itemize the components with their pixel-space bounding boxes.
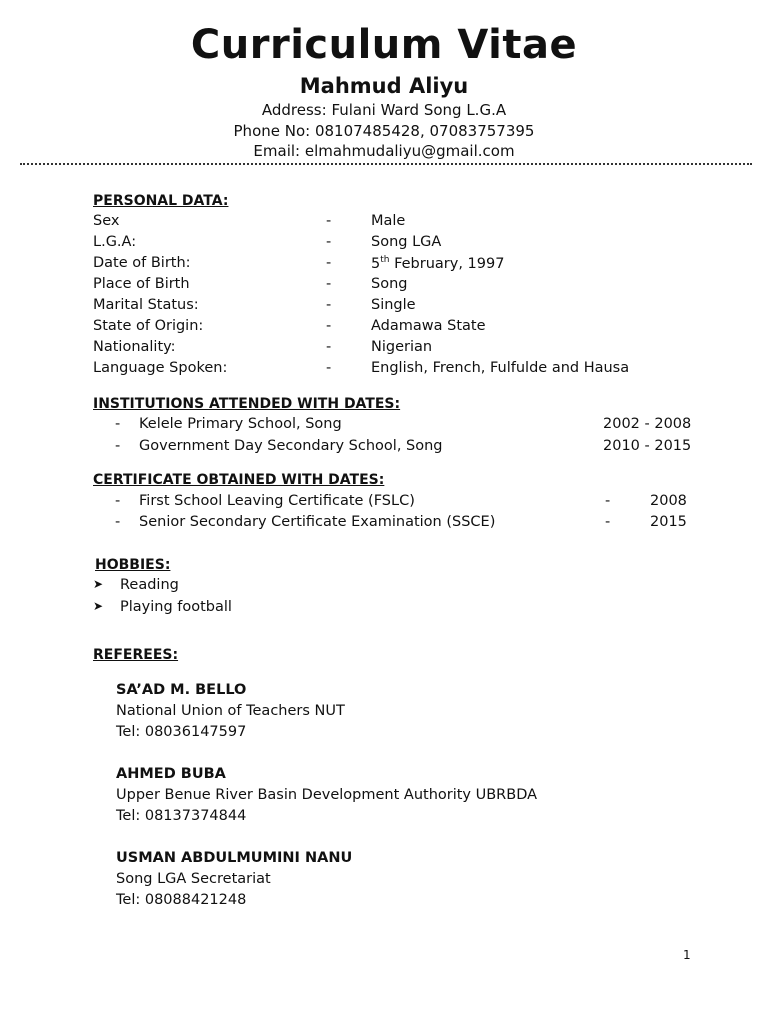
page-number: 1 xyxy=(683,948,691,962)
personal-label: Language Spoken: xyxy=(93,360,228,376)
personal-data-heading: PERSONAL DATA: xyxy=(93,193,229,209)
institution-dates: 2010 - 2015 xyxy=(603,438,692,454)
personal-label: Marital Status: xyxy=(93,297,199,313)
referee-organization: Upper Benue River Basin Development Authority UBRBDA xyxy=(116,787,538,803)
referee-name: SA’AD M. BELLO xyxy=(116,682,247,698)
email-line: Email: elmahmudaliyu@gmail.com xyxy=(253,142,515,160)
referee-organization: National Union of Teachers NUT xyxy=(116,703,345,719)
personal-row-date-of-birth xyxy=(93,255,713,276)
referee-entry xyxy=(116,682,345,745)
institutions-heading: INSTITUTIONS ATTENDED WITH DATES: xyxy=(93,396,401,412)
hobby-text: Playing football xyxy=(120,599,232,615)
separator-dash: - xyxy=(605,514,611,530)
personal-label: Place of Birth xyxy=(93,276,190,292)
applicant-name: Mahmud Aliyu xyxy=(299,74,469,98)
certificates-heading: CERTIFICATE OBTAINED WITH DATES: xyxy=(93,472,385,488)
separator-dash: - xyxy=(326,234,332,250)
bullet-dash: - xyxy=(115,438,121,454)
personal-value: Adamawa State xyxy=(371,318,486,334)
personal-label: State of Origin: xyxy=(93,318,204,334)
referees-heading: REFEREES: xyxy=(93,647,179,663)
personal-row-nationality xyxy=(93,339,713,360)
separator-dash: - xyxy=(605,493,611,509)
separator-dash: - xyxy=(326,276,332,292)
personal-row-state-of-origin xyxy=(93,318,713,339)
bullet-dash: - xyxy=(115,493,121,509)
personal-row-sex xyxy=(93,213,713,234)
personal-row-language xyxy=(93,360,713,381)
separator-dash: - xyxy=(326,255,332,271)
referee-entry xyxy=(116,766,537,829)
referee-entry xyxy=(116,850,352,913)
arrow-bullet-icon: ➤ xyxy=(93,599,104,613)
personal-row-marital-status xyxy=(93,297,713,318)
certificate-name: First School Leaving Certificate (FSLC) xyxy=(139,493,415,509)
personal-value: Single xyxy=(371,297,416,313)
personal-value: English, French, Fulfulde and Hausa xyxy=(371,360,630,376)
personal-value: Nigerian xyxy=(371,339,433,355)
personal-label: Nationality: xyxy=(93,339,176,355)
separator-dash: - xyxy=(326,213,332,229)
certificate-year: 2015 xyxy=(650,514,687,530)
personal-row-place-of-birth xyxy=(93,276,713,297)
personal-value: Male xyxy=(371,213,406,229)
referee-name: AHMED BUBA xyxy=(116,766,226,782)
hobby-text: Reading xyxy=(120,577,179,593)
referee-phone: Tel: 08036147597 xyxy=(116,724,247,740)
referee-name: USMAN ABDULMUMINI NANU xyxy=(116,850,353,866)
institution-name: Kelele Primary School, Song xyxy=(139,416,342,432)
personal-value: Song xyxy=(371,276,408,292)
referee-organization: Song LGA Secretariat xyxy=(116,871,271,887)
personal-label: L.G.A: xyxy=(93,234,137,250)
bullet-dash: - xyxy=(115,416,121,432)
personal-value: Song LGA xyxy=(371,234,442,250)
personal-label: Date of Birth: xyxy=(93,255,191,271)
hobbies-heading: HOBBIES: xyxy=(95,557,171,573)
separator-dash: - xyxy=(326,318,332,334)
institution-dates: 2002 - 2008 xyxy=(603,416,692,432)
personal-row-lga xyxy=(93,234,713,255)
separator-dash: - xyxy=(326,339,332,355)
arrow-bullet-icon: ➤ xyxy=(93,577,104,591)
document-title: Curriculum Vitae xyxy=(190,22,578,68)
dob-ordinal: th xyxy=(380,255,390,265)
certificate-name: Senior Secondary Certificate Examination (SSCE) xyxy=(139,514,496,530)
referee-phone: Tel: 08137374844 xyxy=(116,808,247,824)
certificate-year: 2008 xyxy=(650,493,687,509)
referee-phone: Tel: 08088421248 xyxy=(116,892,247,908)
bullet-dash: - xyxy=(115,514,121,530)
address-line: Address: Fulani Ward Song L.G.A xyxy=(261,101,507,119)
personal-label: Sex xyxy=(93,213,120,229)
separator-dash: - xyxy=(326,297,332,313)
dob-day: 5 xyxy=(371,255,381,272)
phone-line: Phone No: 08107485428, 07083757395 xyxy=(233,122,535,140)
dob-month-year: February, 1997 xyxy=(389,255,505,272)
separator-dash: - xyxy=(326,360,332,376)
institution-name: Government Day Secondary School, Song xyxy=(139,438,443,454)
dotted-divider xyxy=(20,163,752,165)
personal-value xyxy=(371,255,504,272)
